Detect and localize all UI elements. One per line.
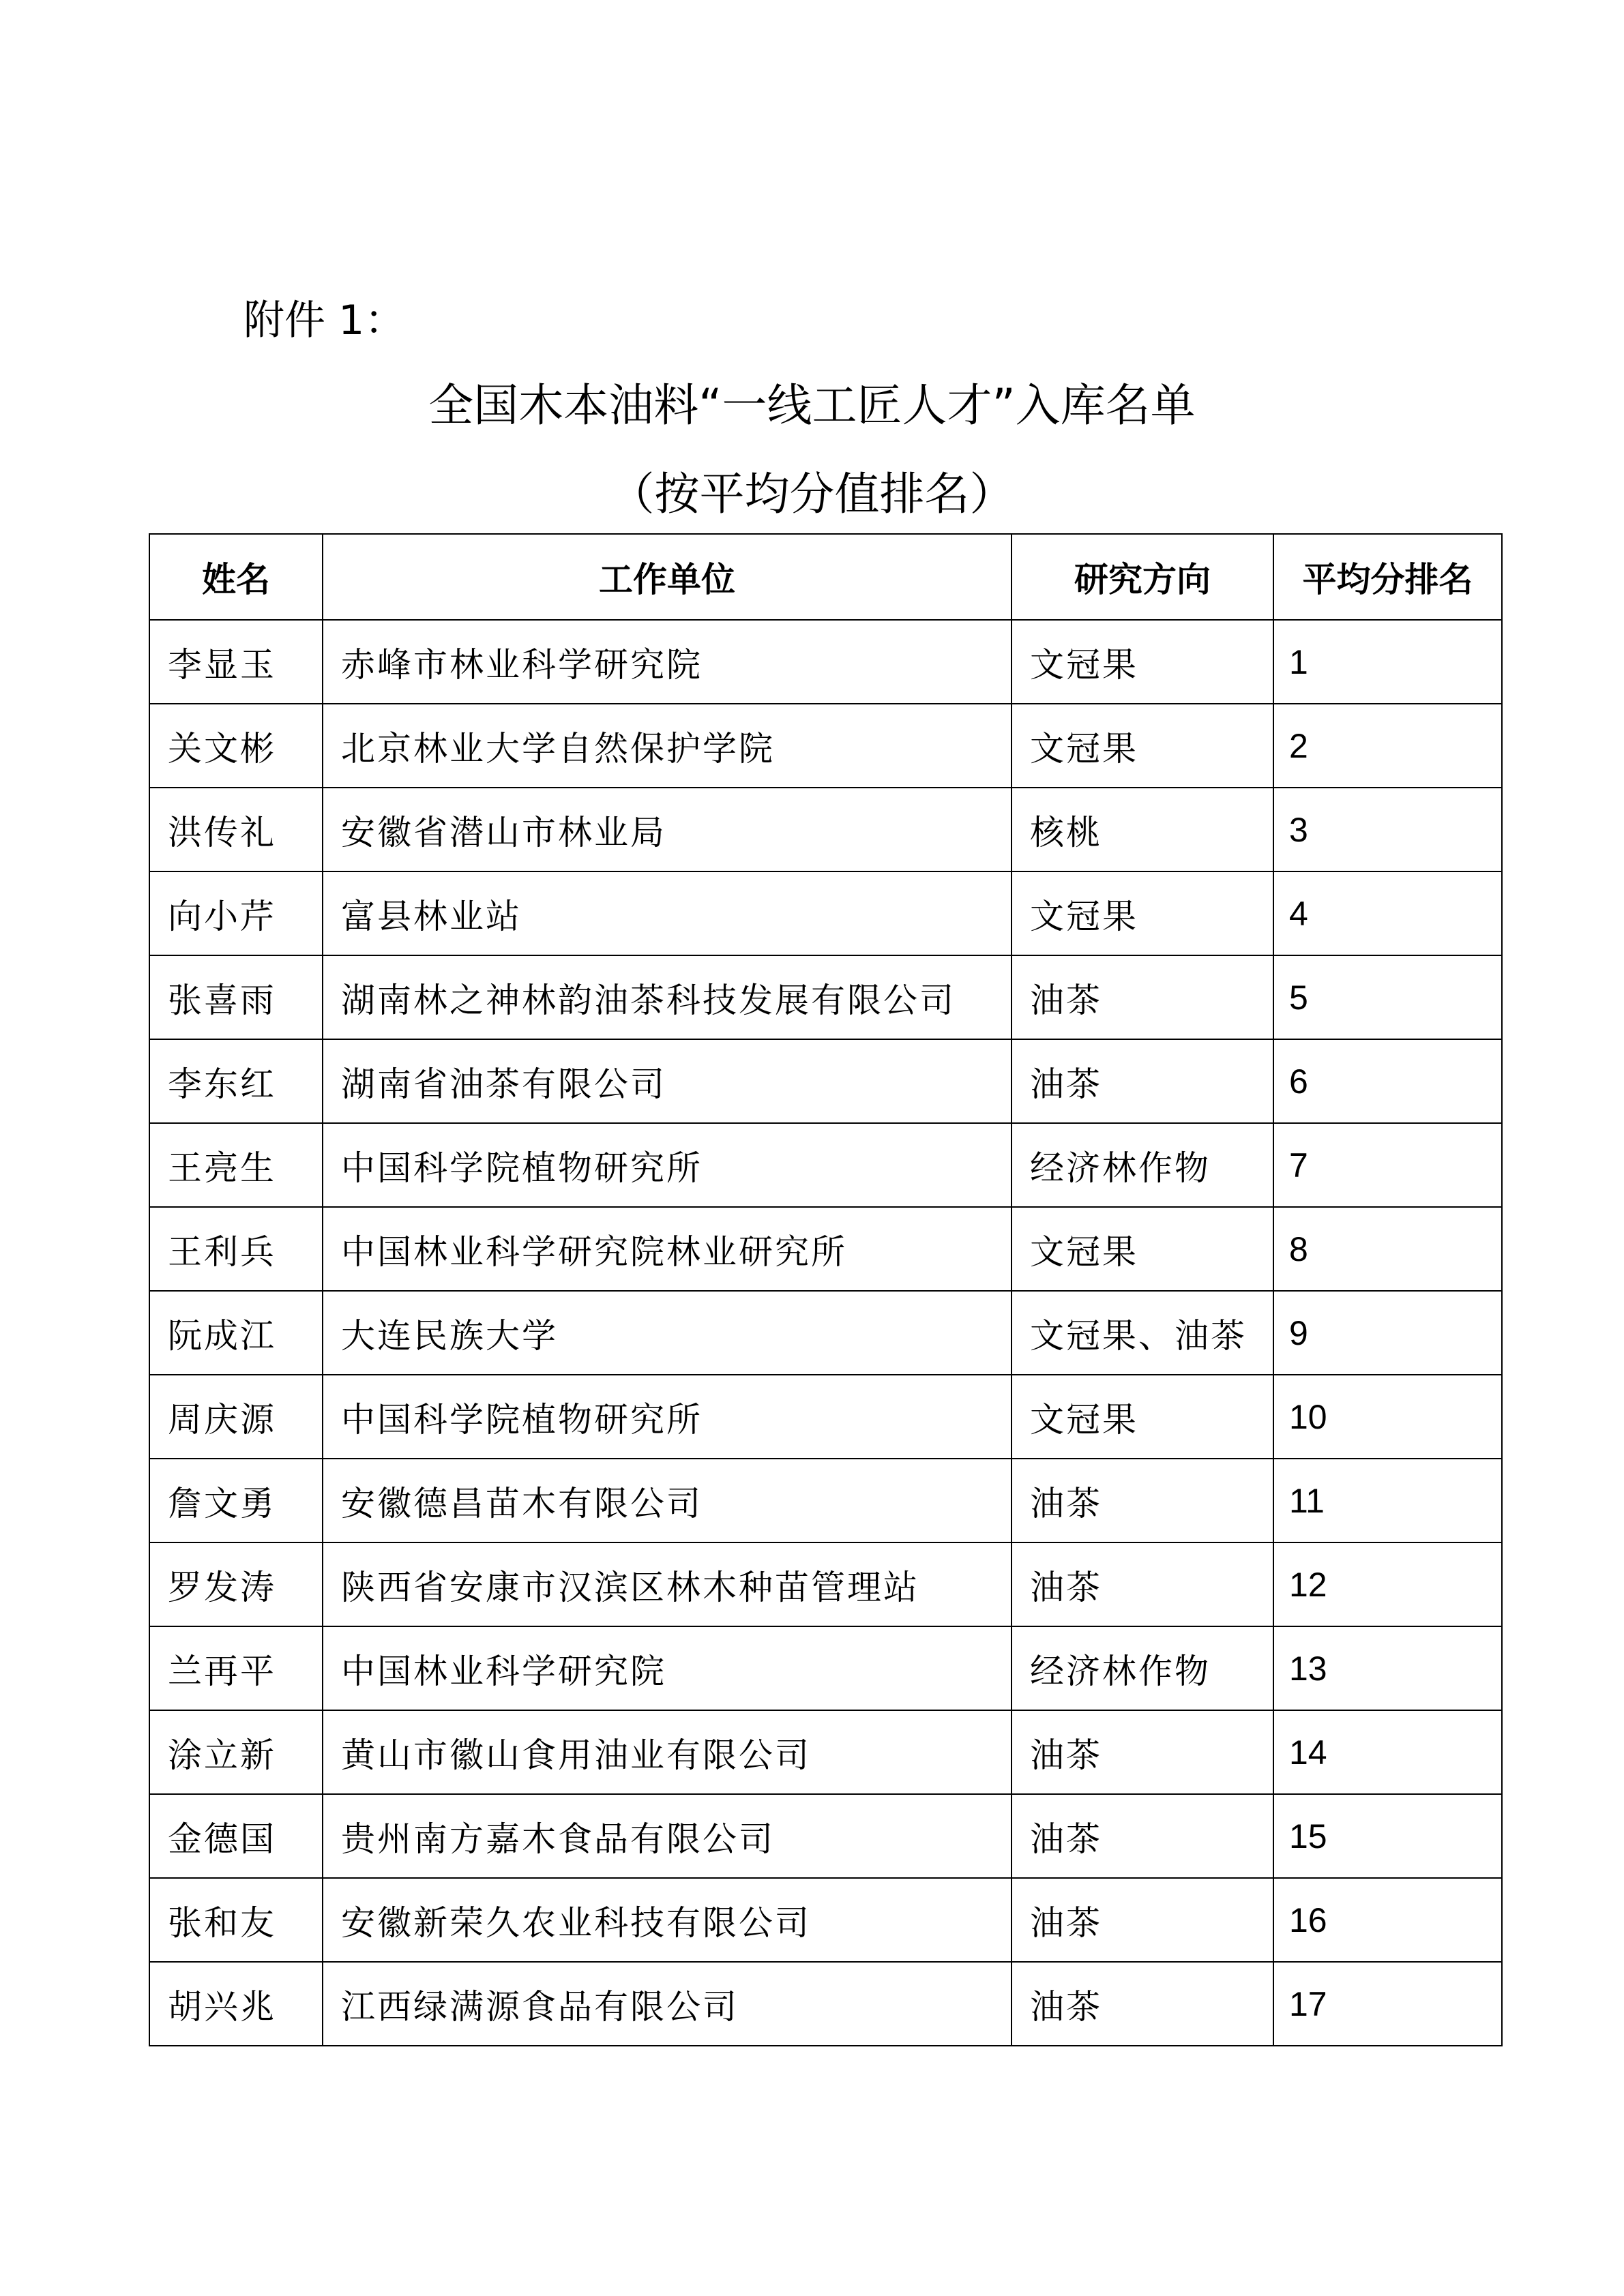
table-body	[149, 620, 1502, 2046]
cell-rank: 2	[1273, 704, 1502, 788]
table-row	[149, 1794, 1502, 1878]
table-row	[149, 1291, 1502, 1375]
cell-field: 文冠果、油茶	[1012, 1291, 1273, 1375]
table-header	[149, 534, 1502, 620]
table-row	[149, 955, 1502, 1039]
cell-name: 胡兴兆	[149, 1962, 323, 2046]
cell-field: 油茶	[1012, 1962, 1273, 2046]
cell-rank: 13	[1273, 1626, 1502, 1710]
cell-unit: 北京林业大学自然保护学院	[323, 704, 1012, 788]
cell-name: 詹文勇	[149, 1459, 323, 1542]
cell-name: 李东红	[149, 1039, 323, 1123]
cell-field: 核桃	[1012, 788, 1273, 871]
cell-unit: 富县林业站	[323, 871, 1012, 955]
cell-field: 文冠果	[1012, 704, 1273, 788]
cell-name: 金德国	[149, 1794, 323, 1878]
cell-field: 油茶	[1012, 1459, 1273, 1542]
cell-name: 阮成江	[149, 1291, 323, 1375]
cell-field: 油茶	[1012, 955, 1273, 1039]
cell-unit: 安徽德昌苗木有限公司	[323, 1459, 1012, 1542]
cell-rank: 7	[1273, 1123, 1502, 1207]
cell-field: 文冠果	[1012, 871, 1273, 955]
column-header-name: 姓名	[149, 534, 323, 620]
cell-field: 油茶	[1012, 1542, 1273, 1626]
cell-rank: 3	[1273, 788, 1502, 871]
cell-unit: 湖南林之神林韵油茶科技发展有限公司	[323, 955, 1012, 1039]
cell-unit: 中国科学院植物研究所	[323, 1375, 1012, 1459]
page-subtitle: （按平均分值排名）	[609, 468, 1015, 520]
attachment-label: 附件 1：	[243, 297, 406, 344]
table-row	[149, 1962, 1502, 2046]
table-row	[149, 788, 1502, 871]
cell-name: 张和友	[149, 1878, 323, 1962]
header-row	[149, 534, 1502, 620]
cell-name: 罗发涛	[149, 1542, 323, 1626]
cell-name: 关文彬	[149, 704, 323, 788]
cell-rank: 16	[1273, 1878, 1502, 1962]
cell-unit: 湖南省油茶有限公司	[323, 1039, 1012, 1123]
cell-name: 向小芹	[149, 871, 323, 955]
cell-field: 文冠果	[1012, 1375, 1273, 1459]
cell-rank: 12	[1273, 1542, 1502, 1626]
cell-unit: 安徽新荣久农业科技有限公司	[323, 1878, 1012, 1962]
cell-field: 油茶	[1012, 1878, 1273, 1962]
cell-field: 文冠果	[1012, 1207, 1273, 1291]
cell-field: 经济林作物	[1012, 1123, 1273, 1207]
table-row	[149, 1123, 1502, 1207]
table-row	[149, 620, 1502, 704]
cell-rank: 15	[1273, 1794, 1502, 1878]
cell-field: 文冠果	[1012, 620, 1273, 704]
cell-rank: 4	[1273, 871, 1502, 955]
table-row	[149, 871, 1502, 955]
cell-field: 经济林作物	[1012, 1626, 1273, 1710]
cell-field: 油茶	[1012, 1710, 1273, 1794]
cell-unit: 陕西省安康市汉滨区林木种苗管理站	[323, 1542, 1012, 1626]
table-row	[149, 704, 1502, 788]
cell-rank: 11	[1273, 1459, 1502, 1542]
cell-rank: 6	[1273, 1039, 1502, 1123]
table-row	[149, 1542, 1502, 1626]
cell-name: 兰再平	[149, 1626, 323, 1710]
table-row	[149, 1626, 1502, 1710]
page-title: 全国木本油料“一线工匠人才”入库名单	[428, 379, 1196, 432]
table-row	[149, 1039, 1502, 1123]
cell-unit: 中国林业科学研究院林业研究所	[323, 1207, 1012, 1291]
cell-unit: 中国林业科学研究院	[323, 1626, 1012, 1710]
column-header-unit: 工作单位	[323, 534, 1012, 620]
table-row	[149, 1710, 1502, 1794]
cell-unit: 贵州南方嘉木食品有限公司	[323, 1794, 1012, 1878]
cell-unit: 中国科学院植物研究所	[323, 1123, 1012, 1207]
table-row	[149, 1207, 1502, 1291]
cell-name: 洪传礼	[149, 788, 323, 871]
cell-name: 王亮生	[149, 1123, 323, 1207]
cell-field: 油茶	[1012, 1794, 1273, 1878]
cell-rank: 14	[1273, 1710, 1502, 1794]
column-header-field: 研究方向	[1012, 534, 1273, 620]
table-row	[149, 1375, 1502, 1459]
cell-unit: 安徽省潜山市林业局	[323, 788, 1012, 871]
cell-unit: 黄山市徽山食用油业有限公司	[323, 1710, 1012, 1794]
cell-field: 油茶	[1012, 1039, 1273, 1123]
table-row	[149, 1878, 1502, 1962]
cell-rank: 1	[1273, 620, 1502, 704]
cell-rank: 8	[1273, 1207, 1502, 1291]
cell-name: 王利兵	[149, 1207, 323, 1291]
cell-name: 李显玉	[149, 620, 323, 704]
cell-rank: 10	[1273, 1375, 1502, 1459]
cell-unit: 大连民族大学	[323, 1291, 1012, 1375]
cell-unit: 江西绿满源食品有限公司	[323, 1962, 1012, 2046]
table-row	[149, 1459, 1502, 1542]
cell-unit: 赤峰市林业科学研究院	[323, 620, 1012, 704]
cell-rank: 9	[1273, 1291, 1502, 1375]
column-header-rank: 平均分排名	[1273, 534, 1502, 620]
cell-name: 涂立新	[149, 1710, 323, 1794]
talent-roster-table	[149, 533, 1503, 2046]
cell-rank: 5	[1273, 955, 1502, 1039]
cell-name: 周庆源	[149, 1375, 323, 1459]
cell-rank: 17	[1273, 1962, 1502, 2046]
cell-name: 张喜雨	[149, 955, 323, 1039]
